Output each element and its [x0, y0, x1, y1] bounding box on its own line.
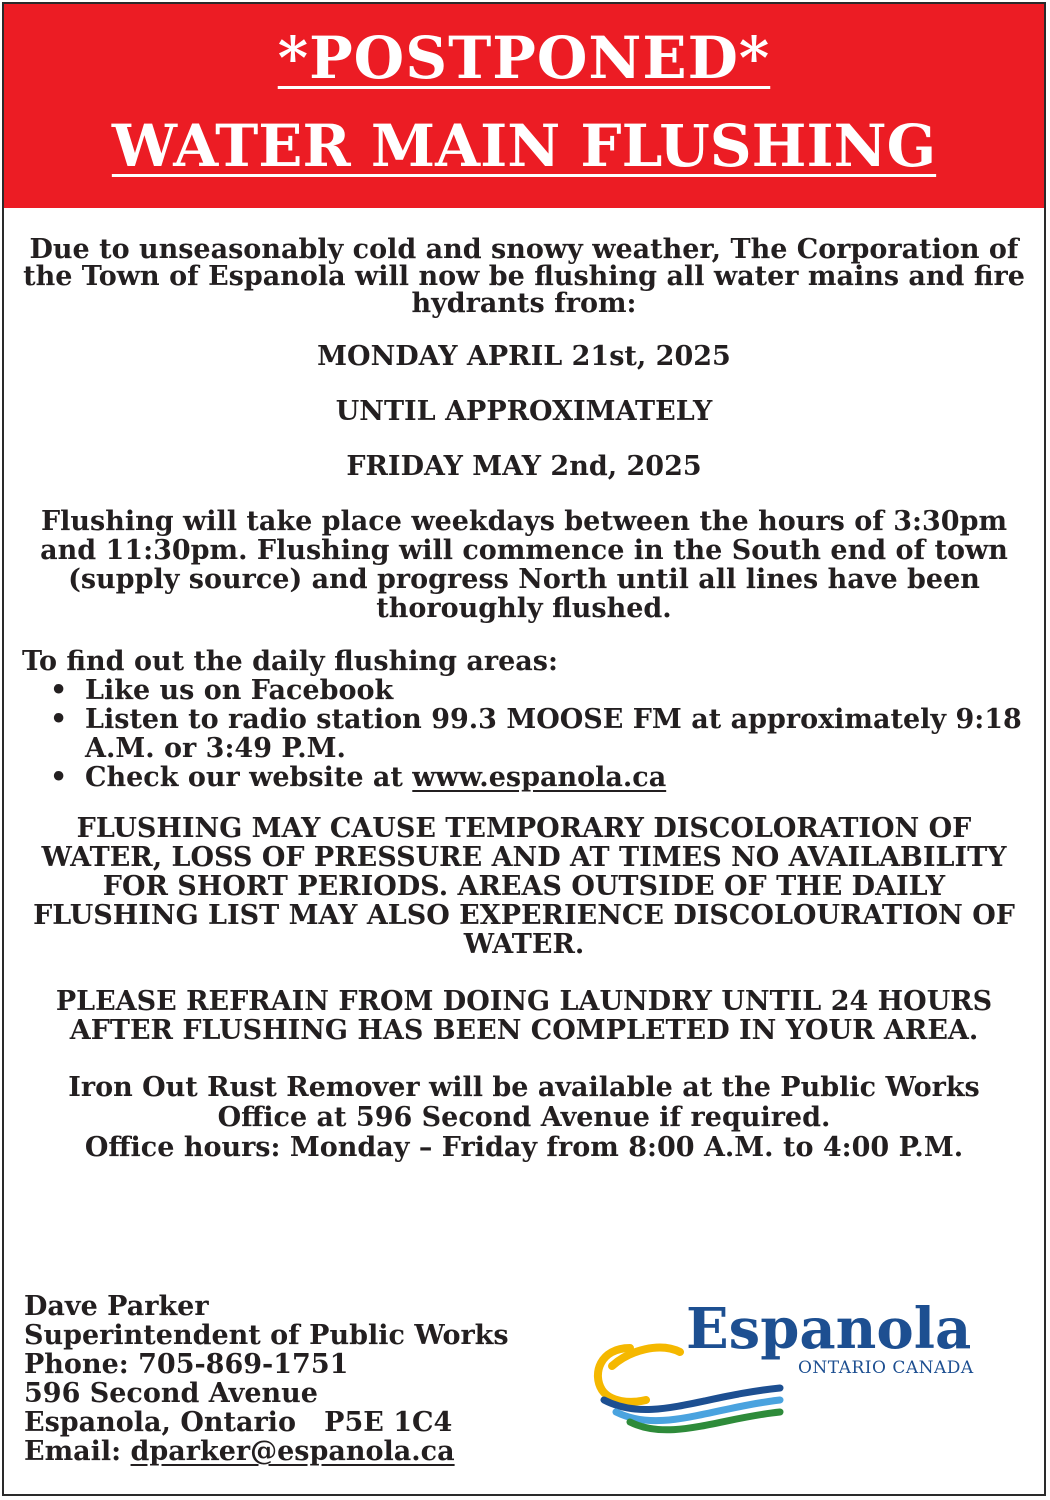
contact-address: 596 Second Avenue [24, 1378, 318, 1409]
office-hours: Office hours: Monday – Friday from 8:00 A.M. to 4:00 P.M. [84, 1132, 964, 1163]
contact-block [24, 1292, 509, 1466]
schedule-paragraph: Flushing will take place weekdays between the hours of 3:30pm and 11:30pm. Flushing will commence in the South end of town (supply source) and progress North until all lines have been thoroughly flushed. [40, 506, 1008, 624]
end-date: FRIDAY MAY 2nd, 2025 [346, 451, 702, 482]
logo-wordmark: Espanola [686, 1296, 972, 1362]
find-areas-heading: To find out the daily flushing areas: [22, 646, 558, 677]
contact-email-row: Email: dparker@espanola.ca [24, 1436, 455, 1467]
iron-out-notice [22, 1073, 1026, 1163]
until-text: UNTIL APPROXIMATELY [335, 396, 713, 427]
iron-out-line: Iron Out Rust Remover will be available at the Public Works [68, 1072, 980, 1103]
contact-name: Dave Parker [24, 1291, 209, 1322]
find-areas-list [22, 676, 1026, 792]
list-item: • Check our website at www.espanola.ca [50, 762, 667, 793]
start-date: MONDAY APRIL 21st, 2025 [317, 341, 731, 372]
espanola-logo [590, 1296, 1010, 1444]
discoloration-warning: FLUSHING MAY CAUSE TEMPORARY DISCOLORATION OF WATER, LOSS OF PRESSURE AND AT TIMES NO AVAILABILITY FOR SHORT PERIODS. AREAS OUTSIDE OF THE DAILY FLUSHING LIST MAY ALSO EXPERIENCE DISCOLOURATION OF WATER. [33, 813, 1015, 960]
contact-title: Superintendent of Public Works [24, 1320, 509, 1351]
notice-page [2, 2, 1046, 1496]
postponed-heading: *POSTPONED* [277, 24, 771, 92]
main-heading: WATER MAIN FLUSHING [111, 112, 937, 180]
intro-paragraph: Due to unseasonably cold and snowy weather, The Corporation of the Town of Espanola will now be flushing all water mains and fire hydrants from: [23, 234, 1025, 319]
contact-phone: Phone: 705-869-1751 [24, 1349, 349, 1380]
list-item: • Like us on Facebook [50, 675, 394, 706]
iron-out-line: Office at 596 Second Avenue if required. [217, 1102, 831, 1133]
website-link[interactable]: www.espanola.ca [412, 762, 667, 793]
logo-subtitle: ONTARIO CANADA [798, 1358, 974, 1378]
notice-body [22, 236, 1026, 1163]
contact-city: Espanola, Ontario P5E 1C4 [24, 1407, 453, 1438]
list-item: • Listen to radio station 99.3 MOOSE FM at approximately 9:18 A.M. or 3:49 P.M. [50, 704, 1022, 764]
email-link[interactable]: dparker@espanola.ca [130, 1436, 455, 1467]
title-banner [4, 4, 1044, 208]
laundry-warning: PLEASE REFRAIN FROM DOING LAUNDRY UNTIL 24 HOURS AFTER FLUSHING HAS BEEN COMPLETED IN YOUR AREA. [55, 986, 993, 1046]
